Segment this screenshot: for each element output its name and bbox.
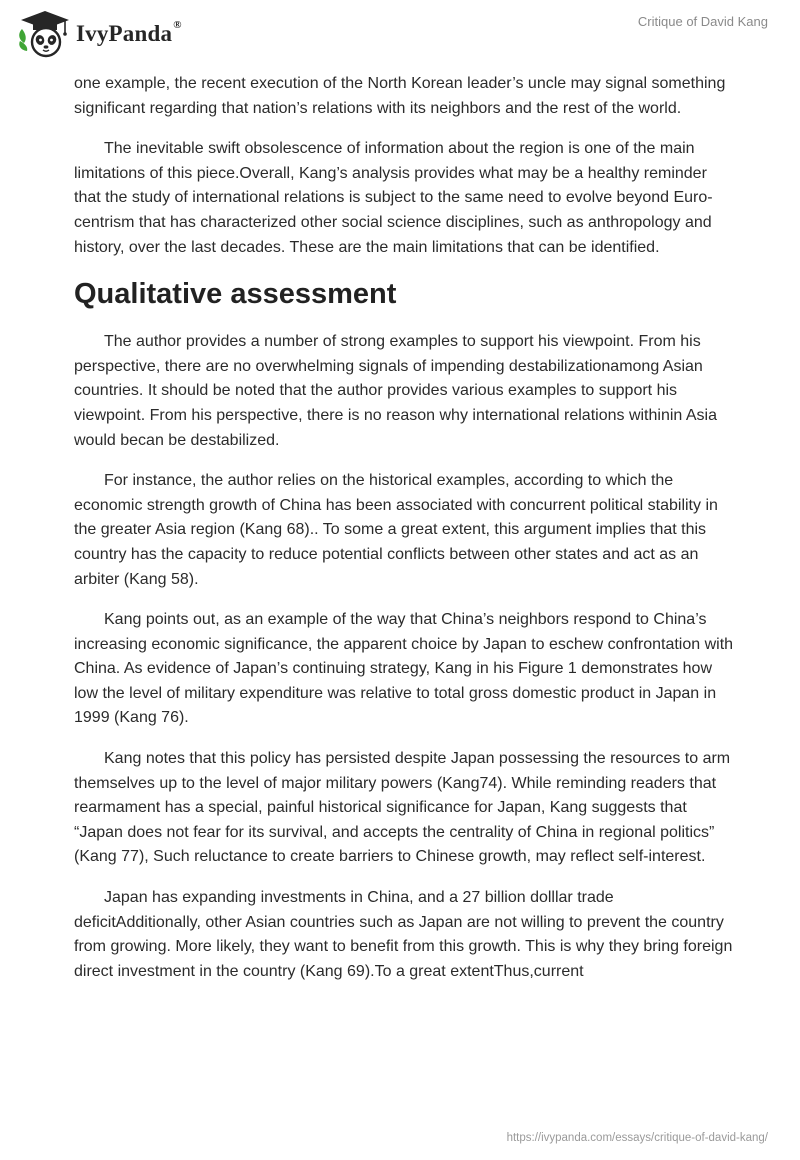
registered-mark: ® <box>173 19 182 31</box>
paragraph: Kang points out, as an example of the way that China’s neighbors respond to China’s increasing economic significance, the apparent choice by Japan to eschew confrontation with China. As evidence of Japan’s continuing strategy, Kang in his Figure 1 demonstrates how low the level of military expenditure was relative to total gross domestic product in Japan in 1999 (Kang 76). <box>74 611 734 727</box>
page-header <box>0 0 800 72</box>
paragraph: Japan has expanding investments in China, and a 27 billion dolllar trade deficitAdditionally, other Asian countries such as Japan are not willing to prevent the country from growing. More likely, they want to benefit from this growth. This is why they bring foreign direct investment in the country (Kang 69).To a great extentThus,current <box>74 889 733 980</box>
ivypanda-logo[interactable] <box>18 9 182 59</box>
brand-name: IvyPanda® <box>76 19 182 46</box>
essay-content <box>74 72 734 1000</box>
paragraph: The inevitable swift obsolescence of information about the region is one of the main limitations of this piece.Overall, Kang’s analysis provides what may be a healthy reminder that the study of international relations is subject to the same need to evolve beyond Euro-centrism that has characterized other social science disciplines, such as anthropology and history, over the last decades. These are the main limitations that can be identified. <box>74 140 713 256</box>
panda-graduate-icon <box>18 9 72 59</box>
paragraph: Kang notes that this policy has persisted despite Japan possessing the resources to arm themselves up to the level of major military powers (Kang74). While reminding readers that rearmament has a special, painful historical significance for Japan, Kang suggests that “Japan does not fear for its survival, and accepts the centrality of China in regional politics” (Kang 77), Such reluctance to create barriers to Chinese growth, may reflect self-interest. <box>74 750 731 866</box>
paragraph: The author provides a number of strong examples to support his viewpoint. From his perspective, there are no overwhelming signals of impending destabilizationamong Asian countries. It should be noted that the author provides various examples to support his viewpoint. From his perspective, there is no reason why international relations withinin Asia would becan be destabilized. <box>74 333 717 449</box>
document-title: Critique of David Kang <box>637 14 768 29</box>
paragraph: For instance, the author relies on the historical examples, according to which the economic strength growth of China has been associated with concurrent political stability in the greater Asia region (Kang 68).. To some a great extent, this argument implies that this country has the capacity to reduce potential conflicts between other states and act as an arbiter (Kang 58). <box>74 472 718 588</box>
section-heading: Qualitative assessment <box>74 278 397 311</box>
source-url[interactable]: https://ivypanda.com/essays/critique-of-david-kang/ <box>506 1132 768 1144</box>
paragraph: one example, the recent execution of the North Korean leader’s uncle may signal something significant regarding that nation’s relations with its neighbors and the rest of the world. <box>74 75 726 117</box>
